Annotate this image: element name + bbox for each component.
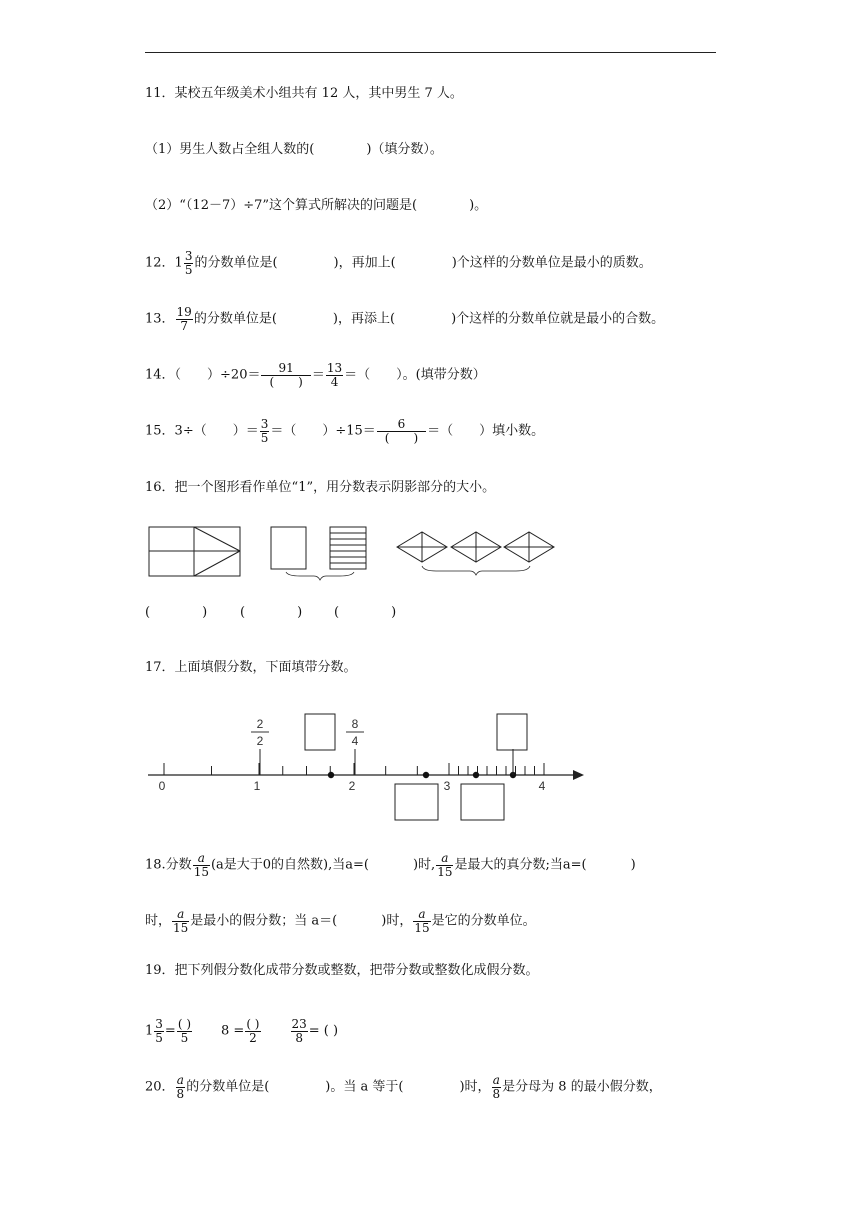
q19-e1-fraction [154, 1018, 164, 1045]
q18-f2-denominator: 15 [437, 865, 453, 879]
q20-text-b: )。当 a 等于( [325, 1079, 404, 1095]
q13-number: 13． [145, 311, 175, 327]
q20-text-d: 是分母为 8 的最小假分数， [502, 1079, 662, 1095]
q18-fraction-2 [436, 852, 453, 879]
answer-box-top-1 [305, 714, 335, 750]
q15-text-c: ＝（ ）填小数。 [427, 423, 545, 439]
q12-whole: 1 [174, 255, 183, 271]
q19-e1-whole: 1 [145, 1023, 154, 1039]
answer-box-bottom-2 [461, 784, 504, 820]
q16-figure-diamonds [397, 532, 554, 575]
q14-f2-numerator: 13 [326, 361, 343, 375]
q14-fraction-2 [326, 362, 343, 389]
q14-text-a: 14．（ ）÷20＝ [145, 367, 261, 383]
number-line-tick-label: 1 [253, 779, 261, 793]
q18-fraction-4 [413, 908, 430, 935]
q15-f2-numerator: 6 [377, 418, 426, 432]
q12-number: 12． [145, 255, 175, 271]
q16-stem: 16．把一个图形看作单位“1”，用分数表示阴影部分的大小。 [145, 480, 496, 495]
q16-answer-2: ( ) [240, 605, 303, 620]
label-a-denominator: 2 [256, 734, 264, 748]
q15-f1-denominator: 5 [260, 431, 269, 445]
q20-fraction-1 [176, 1074, 186, 1101]
q13-numerator: 19 [176, 305, 192, 319]
q18-f3-denominator: 15 [173, 921, 189, 935]
number-line-dot [423, 772, 429, 778]
number-line-dot [473, 772, 479, 778]
q12-text-a: 的分数单位是( [194, 255, 278, 271]
q16-figure-rectangle-arrow [149, 527, 240, 576]
q20-fraction-2 [492, 1074, 502, 1101]
q19-e2-result [245, 1018, 260, 1045]
q15-line [145, 418, 544, 445]
q18-line2-d: 是它的分数单位。 [431, 913, 536, 929]
q18-line2-b: 是最小的假分数；当 a＝( [190, 913, 338, 929]
q15-text-b: ＝（ ）÷15＝ [270, 423, 376, 439]
label-a-numerator: 2 [256, 717, 264, 731]
q13-fraction [176, 306, 193, 333]
q11-part1: （1）男生人数占全组人数的( )（填分数）。 [145, 142, 443, 157]
q19-e3-denominator: 8 [295, 1031, 303, 1045]
number-line-tick-label: 3 [443, 779, 451, 793]
q16-answer-3: ( ) [334, 605, 397, 620]
header-rule [145, 52, 716, 53]
label-b-denominator: 4 [351, 734, 359, 748]
q14-f1-numerator: 91 [261, 362, 310, 376]
q19-e1-denominator: 5 [155, 1031, 163, 1045]
number-line-dot [510, 772, 516, 778]
q19-e3-fraction [291, 1018, 308, 1045]
q20-text-a: 的分数单位是( [186, 1079, 270, 1095]
q18-f3-numerator: a [172, 908, 189, 922]
q13-text-b: )，再添上( [332, 311, 396, 327]
q14-line [145, 362, 486, 389]
q18-fraction-1 [193, 852, 210, 879]
q12-text-c: )个这样的分数单位是最小的质数。 [451, 255, 652, 271]
q18-f4-numerator: a [413, 908, 430, 922]
q12-line [145, 250, 652, 277]
q18-line2-a: 时， [145, 913, 172, 929]
q11-part2: （2）“（12－7）÷7”这个算式所解决的问题是( )。 [145, 198, 488, 213]
q19-e1-result-denominator: 5 [180, 1031, 189, 1045]
q12-fraction [184, 250, 194, 277]
q12-text-b: )，再加上( [333, 255, 396, 271]
q20-f2-denominator: 8 [492, 1087, 501, 1101]
q18-f4-denominator: 15 [414, 921, 430, 935]
q19-expressions [145, 1018, 338, 1045]
q16-answer-1: ( ) [145, 605, 208, 620]
q19-e2-result-numerator: ( ) [246, 1017, 260, 1031]
q18-line-2 [145, 908, 536, 935]
q20-number: 20． [145, 1079, 175, 1095]
q12-denominator: 5 [184, 263, 193, 277]
q15-fraction-1 [260, 418, 270, 445]
q14-text-b: ＝（ ）。(填带分数） [344, 367, 486, 383]
q18-line-1 [145, 852, 636, 879]
q20-text-c: )时， [459, 1079, 491, 1095]
q15-f2-denominator: ( ) [384, 431, 419, 445]
q15-f1-numerator: 3 [260, 417, 269, 431]
q18-text-e: ) [630, 857, 636, 873]
q19-e1-eq: = [164, 1023, 176, 1039]
q20-f2-numerator: a [492, 1073, 500, 1087]
q14-equals: ＝ [311, 367, 325, 383]
q15-fraction-2 [377, 418, 426, 445]
q18-text-b: (a是大于0的自然数),当a=( [210, 857, 369, 873]
q18-f1-numerator: a [193, 852, 210, 866]
q18-text-c: )时, [412, 857, 436, 873]
q15-text-a: 15．3÷（ ）＝ [145, 423, 259, 439]
q20-line [145, 1074, 662, 1101]
q18-f1-denominator: 15 [193, 865, 209, 879]
q14-fraction-1 [261, 362, 310, 389]
q18-fraction-3 [172, 908, 189, 935]
q13-text-a: 的分数单位是( [193, 311, 277, 327]
q19-e1-result [177, 1018, 192, 1045]
number-line-tick-label: 0 [158, 779, 166, 793]
q14-f1-denominator: ( ) [269, 375, 303, 389]
answer-box-top-2 [497, 714, 527, 750]
q19-stem: 19．把下列假分数化成带分数或整数，把带分数或整数化成假分数。 [145, 963, 539, 978]
q14-f2-denominator: 4 [330, 375, 339, 389]
number-line-tick-label: 4 [538, 779, 546, 793]
q12-numerator: 3 [184, 249, 193, 263]
q13-text-c: )个这样的分数单位就是最小的合数。 [451, 311, 665, 327]
answer-box-bottom-1 [395, 784, 438, 820]
q17-stem: 17．上面填假分数，下面填带分数。 [145, 660, 357, 675]
label-b-numerator: 8 [351, 717, 359, 731]
number-line-tick-label: 2 [348, 779, 356, 793]
q18-text-d: 是最大的真分数;当a=( [454, 857, 587, 873]
q18-text-a: 18.分数 [145, 857, 192, 873]
q19-e3-numerator: 23 [291, 1017, 307, 1031]
q19-e2-result-denominator: 2 [249, 1031, 257, 1045]
q20-f1-denominator: 8 [176, 1087, 185, 1101]
q16-figure-two-rectangles [271, 527, 366, 580]
q13-denominator: 7 [180, 319, 188, 333]
q19-e1-numerator: 3 [155, 1017, 163, 1031]
q18-f2-numerator: a [436, 852, 453, 866]
q18-line2-c: )时， [381, 913, 413, 929]
q19-e1-result-numerator: ( ) [177, 1017, 192, 1031]
q20-f1-numerator: a [176, 1073, 184, 1087]
q11-stem: 11．某校五年级美术小组共有 12 人，其中男生 7 人。 [145, 86, 463, 101]
q13-line [145, 306, 664, 333]
q19-e2-left: 8 = [221, 1023, 245, 1039]
number-line-dot [328, 772, 334, 778]
q19-e3-result: = ( ) [308, 1023, 339, 1039]
